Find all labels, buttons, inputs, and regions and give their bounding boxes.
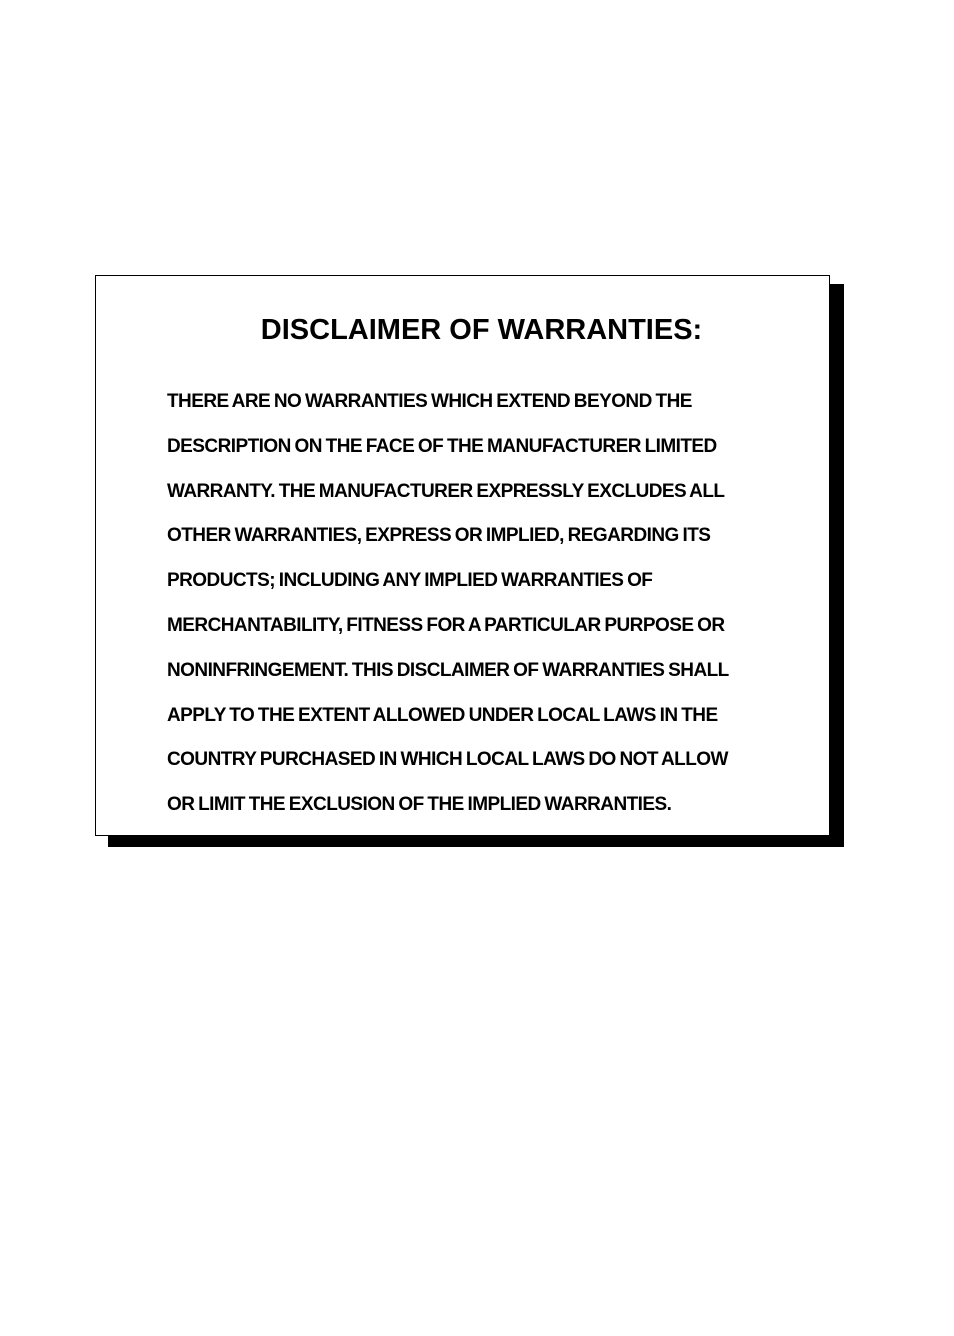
disclaimer-line: WARRANTY. THE MANUFACTURER EXPRESSLY EXCLUDES ALL [167, 480, 725, 502]
disclaimer-title: DISCLAIMER OF WARRANTIES: [260, 314, 703, 346]
disclaimer-line: OR LIMIT THE EXCLUSION OF THE IMPLIED WARRANTIES. [167, 794, 672, 816]
disclaimer-line: OTHER WARRANTIES, EXPRESS OR IMPLIED, REGARDING ITS [167, 525, 711, 547]
disclaimer-line: APPLY TO THE EXTENT ALLOWED UNDER LOCAL LAWS IN THE [167, 704, 718, 726]
disclaimer-line: MERCHANTABILITY, FITNESS FOR A PARTICULAR PURPOSE OR [167, 614, 725, 636]
disclaimer-line: NONINFRINGEMENT. THIS DISCLAIMER OF WARRANTIES SHALL [167, 659, 729, 681]
disclaimer-body [167, 380, 729, 828]
disclaimer-line: DESCRIPTION ON THE FACE OF THE MANUFACTURER LIMITED [167, 435, 717, 457]
disclaimer-notice-box [95, 275, 830, 836]
disclaimer-line: PRODUCTS; INCLUDING ANY IMPLIED WARRANTIES OF [167, 570, 653, 592]
disclaimer-line: THERE ARE NO WARRANTIES WHICH EXTEND BEYOND THE [167, 391, 692, 412]
disclaimer-line: COUNTRY PURCHASED IN WHICH LOCAL LAWS DO NOT ALLOW [167, 749, 728, 771]
